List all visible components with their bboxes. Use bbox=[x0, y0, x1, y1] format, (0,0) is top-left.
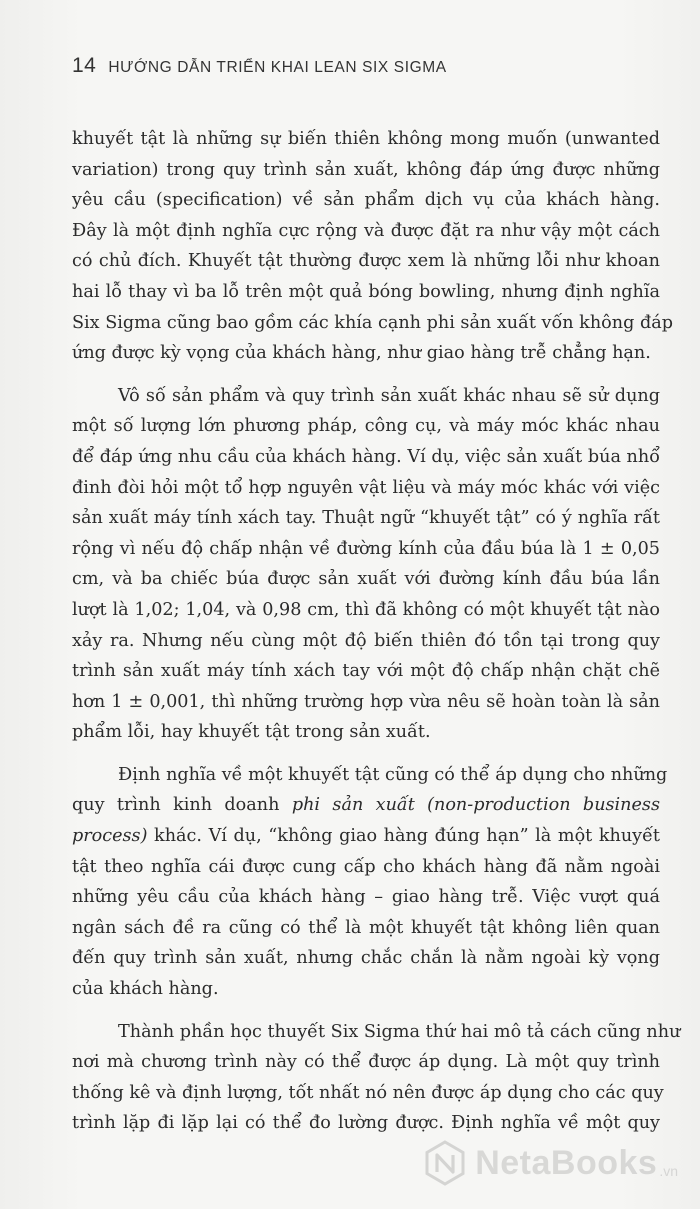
paragraph-2 bbox=[72, 381, 660, 748]
text-line: Vô số sản phẩm và quy trình sản xuất khác nhau sẽ sử dụng bbox=[118, 385, 660, 406]
text-line: variation) trong quy trình sản xuất, không đáp ứng được những bbox=[72, 159, 660, 180]
text-line: có chủ đích. Khuyết tật thường được xem là những lỗi như khoan bbox=[72, 251, 660, 272]
text-line: Định nghĩa về một khuyết tật cũng có thể áp dụng cho những bbox=[118, 764, 668, 785]
text-line: đinh đòi hỏi một tổ hợp nguyên vật liệu và máy móc khác với việc bbox=[72, 477, 660, 498]
text-line: thống kê và định lượng, tốt nhất nó nên được áp dụng cho các quy bbox=[72, 1082, 664, 1103]
body-text bbox=[72, 124, 681, 1151]
text-line bbox=[72, 821, 660, 852]
text-line: sản xuất máy tính xách tay. Thuật ngữ “khuyết tật” có ý nghĩa rất bbox=[72, 508, 660, 529]
text-line: ứng được kỳ vọng của khách hàng, như giao hàng trễ chẳng hạn. bbox=[72, 343, 651, 364]
text-line: trình sản xuất máy tính xách tay với một độ chấp nhận chặt chẽ bbox=[72, 661, 660, 682]
running-title: HƯỚNG DẪN TRIỂN KHAI LEAN SIX SIGMA bbox=[108, 59, 447, 76]
text-line: nơi mà chương trình này có thể được áp dụng. Là một quy trình bbox=[72, 1052, 660, 1073]
text-line: Six Sigma cũng bao gồm các khía cạnh phi sản xuất vốn không đáp bbox=[72, 312, 673, 333]
watermark bbox=[421, 1139, 678, 1187]
text-line: tật theo nghĩa cái được cung cấp cho khách hàng đã nằm ngoài bbox=[72, 856, 660, 877]
emphasis-text: process) bbox=[72, 826, 148, 847]
paragraph-1 bbox=[72, 124, 673, 369]
text-line: lượt là 1,02; 1,04, và 0,98 cm, thì đã không có một khuyết tật nào bbox=[72, 599, 660, 620]
text-line: ngân sách đề ra cũng có thể là một khuyết tật không liên quan bbox=[72, 917, 660, 938]
text-line: đến quy trình sản xuất, nhưng chắc chắn là nằm ngoài kỳ vọng bbox=[72, 948, 660, 969]
text-line: yêu cầu (specification) về sản phẩm dịch vụ của khách hàng. bbox=[72, 190, 660, 211]
watermark-suffix: .vn bbox=[659, 1163, 678, 1179]
text-line: hơn 1 ± 0,001, thì những trường hợp vừa nêu sẽ hoàn toàn là sản bbox=[72, 691, 660, 712]
text-line: để đáp ứng nhu cầu của khách hàng. Ví dụ, việc sản xuất búa nhổ bbox=[72, 446, 660, 467]
text-line bbox=[72, 790, 660, 821]
text-line: trình lặp đi lặp lại có thể đo lường được. Định nghĩa về một quy bbox=[72, 1113, 660, 1134]
emphasis-text: phi sản xuất (non-production business bbox=[291, 795, 660, 816]
text-line: hai lỗ thay vì ba lỗ trên một quả bóng bowling, nhưng định nghĩa bbox=[72, 281, 660, 302]
text-line: xảy ra. Nhưng nếu cùng một độ biến thiên đó tồn tại trong quy bbox=[72, 630, 660, 651]
text-line: những yêu cầu của khách hàng – giao hàng trễ. Việc vượt quá bbox=[72, 887, 660, 908]
paragraph-3 bbox=[72, 760, 668, 1005]
text-run: khác. Ví dụ, “không giao hàng đúng hạn” là một khuyết bbox=[147, 826, 660, 847]
text-line: của khách hàng. bbox=[72, 979, 219, 1000]
page-header bbox=[72, 54, 447, 84]
text-run: quy trình kinh doanh bbox=[72, 795, 292, 816]
netabooks-logo-icon bbox=[421, 1139, 469, 1187]
paragraph-4 bbox=[72, 1017, 681, 1139]
text-line: Thành phần học thuyết Six Sigma thứ hai mô tả cách cũng như bbox=[118, 1021, 681, 1042]
text-line: phẩm lỗi, hay khuyết tật trong sản xuất. bbox=[72, 722, 431, 743]
text-line: Đây là một định nghĩa cực rộng và được đặt ra như vậy một cách bbox=[72, 220, 660, 241]
text-line: cm, và ba chiếc búa được sản xuất với đường kính đầu búa lần bbox=[72, 569, 660, 590]
text-line: rộng vì nếu độ chấp nhận về đường kính của đầu búa là 1 ± 0,05 bbox=[72, 538, 660, 559]
page-number: 14 bbox=[72, 54, 97, 77]
text-line: một số lượng lớn phương pháp, công cụ, và máy móc khác nhau bbox=[72, 416, 660, 437]
text-line: khuyết tật là những sự biến thiên không mong muốn (unwanted bbox=[72, 129, 660, 149]
watermark-brand: NetaBooks bbox=[475, 1143, 658, 1182]
